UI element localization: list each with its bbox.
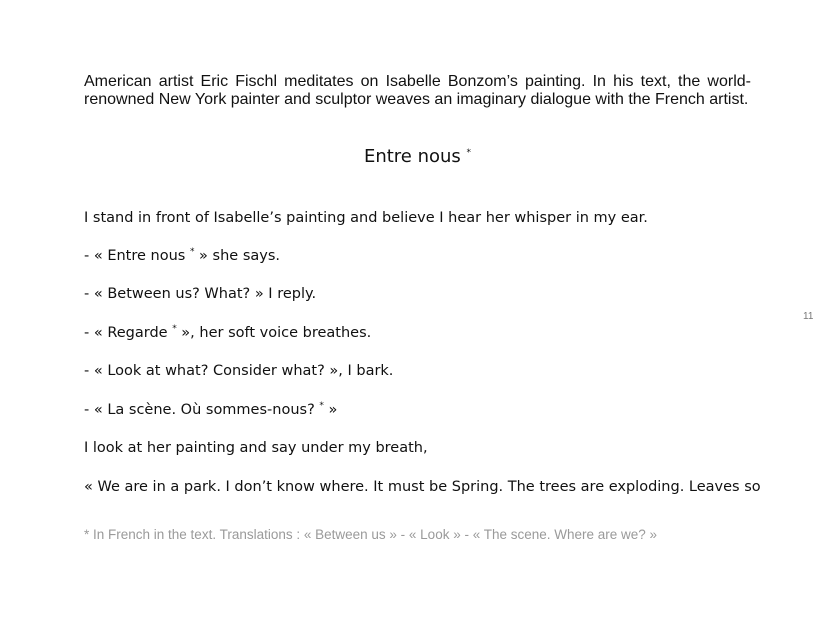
paragraph-text: - « Look at what? Consider what? », I bark.	[84, 363, 394, 379]
paragraph-text-after: », her soft voice breathes.	[176, 325, 372, 341]
paragraph-text: - « Entre nous	[84, 248, 186, 264]
footnote-marker: *	[466, 148, 472, 158]
paragraph-text: I look at her painting and say under my breath,	[84, 440, 428, 456]
paragraph-text: - « Between us? What? » I reply.	[84, 286, 317, 302]
paragraph	[84, 361, 393, 381]
paragraph	[84, 208, 648, 228]
paragraph-text-after: »	[323, 402, 338, 418]
paragraph	[84, 477, 761, 497]
paragraph-text: « We are in a park. I don’t know where. It must be Spring. The trees are exploding. Leaves so	[84, 479, 761, 495]
paragraph	[84, 438, 428, 458]
footnote: * In French in the text. Translations : « Between us » - « Look » - « The scene. Where are we? »	[84, 527, 658, 542]
footnote-marker: *	[172, 324, 177, 335]
paragraph	[84, 323, 371, 343]
section-title-text: Entre nous	[363, 146, 461, 167]
paragraph	[84, 400, 337, 420]
section-title	[84, 146, 751, 168]
paragraph-text: - « Regarde	[84, 325, 168, 341]
footnote-marker: *	[319, 401, 324, 412]
footnote-marker: *	[189, 247, 195, 258]
page-number: 11	[803, 311, 814, 322]
paragraph-text: - « La scène. Où sommes-nous?	[84, 402, 315, 418]
paragraph	[84, 246, 280, 266]
paragraph	[84, 284, 316, 304]
intro-paragraph: American artist Eric Fischl meditates on Isabelle Bonzom’s painting. In his text, the world-renowned New York painter and sculptor weaves an imaginary dialogue with the French artist.	[84, 73, 751, 108]
paragraph-text-after: » she says.	[194, 248, 281, 264]
paragraph-text: I stand in front of Isabelle’s painting and believe I hear her whisper in my ear.	[84, 210, 648, 226]
